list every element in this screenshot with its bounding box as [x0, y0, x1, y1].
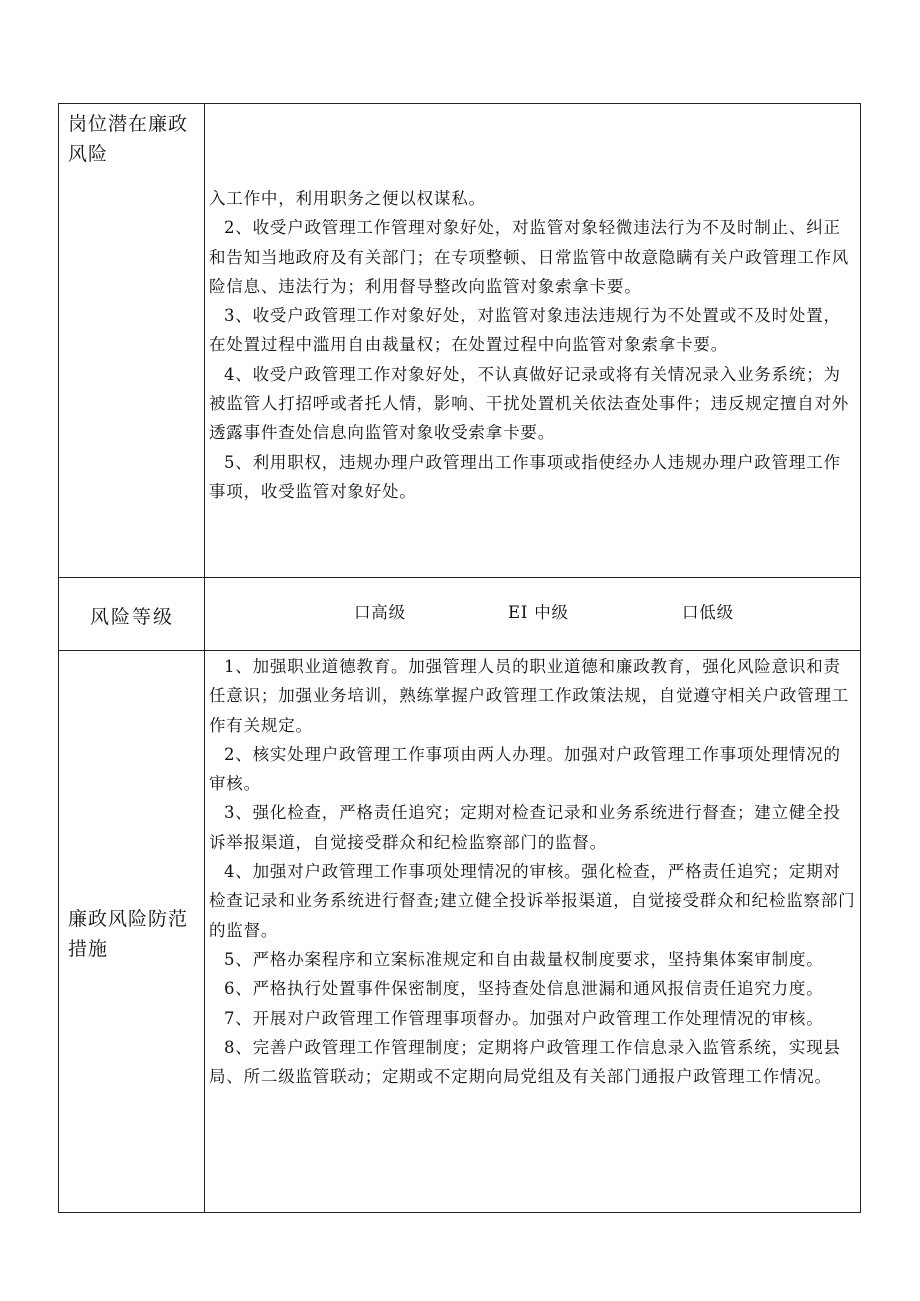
measures-label: 廉政风险防范措施: [59, 651, 205, 1213]
risk-level-low-option[interactable]: 口低级: [682, 603, 734, 622]
risk-point-paragraph: 5、利用职权，违规办理户政管理出工作事项或指使经办人违规办理户政管理工作事项，收受监管对象好处。: [209, 452, 841, 501]
risk-level-mid-option[interactable]: EI 中级: [508, 603, 569, 622]
measure-paragraph: 1、加强职业道德教育。加强管理人员的职业道德和廉政教育，强化风险意识和责任意识；加强业务培训，熟练掌握户政管理工作政策法规，自觉遵守相关户政管理工作有关规定。: [209, 657, 850, 735]
risk-point-paragraph: 3、收受户政管理工作对象好处，对监管对象违法违规行为不处置或不及时处置，在处置过程中滥用自由裁量权；在处置过程中向监管对象索拿卡要。: [209, 306, 841, 355]
risk-level-options: [205, 578, 861, 651]
risk-point-paragraph: 4、收受户政管理工作对象好处，不认真做好记录或将有关情况录入业务系统；为被监管人打招呼或者托人情，影响、干扰处置机关依法查处事件；违反规定擅自对外透露事件查处信息向监管对象收受索拿卡要。: [209, 364, 850, 443]
risk-table: [58, 103, 861, 1213]
risk-point-paragraph: 入工作中，利用职务之便以权谋私。: [209, 189, 486, 208]
risk-level-high-option[interactable]: 口高级: [354, 603, 406, 622]
measure-paragraph: 5、严格办案程序和立案标准规定和自由裁量权制度要求，坚持集体案审制度。: [224, 949, 824, 969]
table-row-risk-level: [59, 578, 861, 651]
risk-level-label: 风险等级: [59, 578, 205, 651]
risk-point-paragraph: 2、收受户政管理工作管理对象好处，对监管对象轻微违法行为不及时制止、纠正和告知当地政府及有关部门；在专项整顿、日常监管中故意隐瞒有关户政管理工作风险信息、违法行为；利用督导整改向监管对象索拿卡要。: [209, 218, 850, 296]
risk-points-label: 岗位潜在廉政风险: [59, 104, 205, 578]
measure-paragraph: 4、加强对户政管理工作事项处理情况的审核。强化检查，严格责任追究；定期对检查记录和业务系统进行督查;建立健全投诉举报渠道，自觉接受群众和纪检监察部门的监督。: [209, 862, 856, 940]
risk-points-content: [205, 104, 861, 578]
measure-paragraph: 6、严格执行处置事件保密制度，坚持查处信息泄漏和通风报信责任追究力度。: [224, 979, 824, 999]
measure-paragraph: 7、开展对户政管理工作管理事项督办。加强对户政管理工作处理情况的审核。: [224, 1008, 824, 1028]
table-row-measures: [59, 651, 861, 1213]
table-row-risk-points: [59, 104, 861, 578]
measure-paragraph: 3、强化检查，严格责任追究；定期对检查记录和业务系统进行督查；建立健全投诉举报渠道，自觉接受群众和纪检监察部门的监督。: [209, 803, 841, 852]
measures-content: [205, 651, 861, 1213]
measure-paragraph: 2、核实处理户政管理工作事项由两人办理。加强对户政管理工作事项处理情况的审核。: [209, 744, 841, 794]
measure-paragraph: 8、完善户政管理工作管理制度；定期将户政管理工作信息录入监管系统，实现县局、所二级监管联动；定期或不定期向局党组及有关部门通报户政管理工作情况。: [209, 1037, 841, 1087]
